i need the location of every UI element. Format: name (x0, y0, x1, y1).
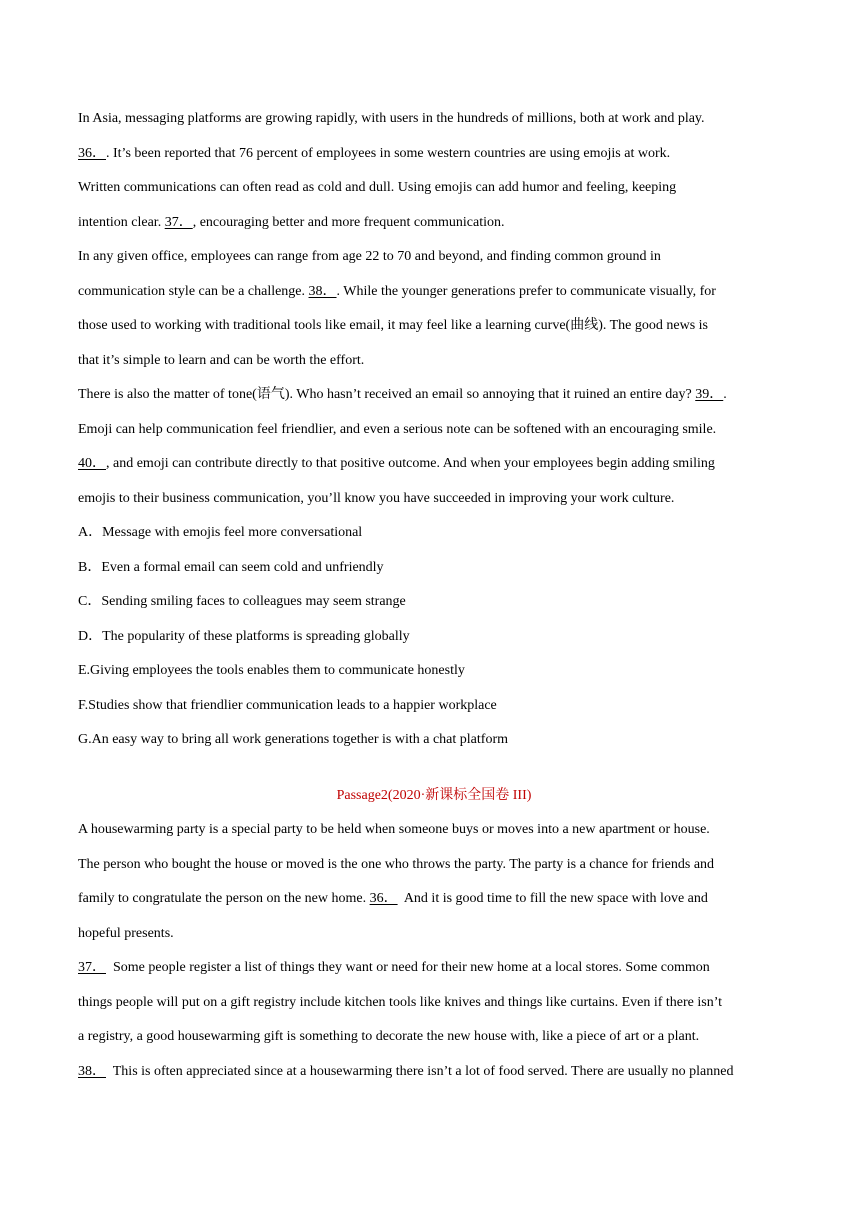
blank-36: 36． (78, 145, 106, 161)
passage2-line-4 (78, 917, 790, 952)
passage2-line-2 (78, 848, 790, 883)
line-text: This is often appreciated since at a housewarming there isn’t a lot of food served. There are usually no planned (106, 1063, 734, 1079)
passage1-line-9 (78, 378, 790, 413)
blank-40: 40． (78, 456, 106, 471)
option-c: C．Sending smiling faces to colleagues may seem strange (78, 594, 406, 609)
line-text: communication style can be a challenge. (78, 283, 309, 299)
line-text: . It’s been reported that 76 percent of employees in some western countries are using emojis at work. (106, 145, 671, 161)
line-text: In any given office, employees can range from age 22 to 70 and beyond, and finding common ground in (78, 249, 661, 264)
passage1-line-10 (78, 413, 790, 448)
blank-39: 39． (695, 387, 724, 402)
line-text: Emoji can help communication feel friendlier, and even a serious note can be softened with an encouraging smile. (78, 421, 717, 437)
passage1-line-4 (78, 206, 790, 241)
line-text: things people will put on a gift registry include kitchen tools like knives and things like curtains. Even if there isn’t (78, 994, 723, 1010)
passage1-line-12 (78, 482, 790, 517)
passage1-line-8 (78, 344, 790, 379)
option-a: A．Message with emojis feel more conversational (78, 525, 363, 540)
passage1-line-11 (78, 447, 790, 482)
line-text: that it’s simple to learn and can be worth the effort. (78, 352, 365, 368)
line-text: There is also the matter of tone(语气). Who hasn’t received an email so annoying that it ruined an entire day? (78, 387, 696, 402)
option-b: B．Even a formal email can seem cold and unfriendly (78, 559, 384, 575)
line-text: . (723, 387, 727, 402)
passage2-line-7 (78, 1020, 790, 1055)
option-e: E.Giving employees the tools enables them to communicate honestly (78, 663, 465, 678)
line-text: hopeful presents. (78, 925, 174, 941)
option-g: G.An easy way to bring all work generations together is with a chat platform (78, 732, 508, 747)
passage1-line-1 (78, 102, 790, 137)
line-text: , encouraging better and more frequent communication. (192, 214, 505, 230)
options-list (78, 516, 790, 758)
document-page (78, 102, 790, 1089)
line-text: those used to working with traditional tools like email, it may feel like a learning curve(曲线). The good news is (78, 318, 708, 333)
passage2-line-3 (78, 882, 790, 917)
line-text: And it is good time to fill the new space with love and (397, 891, 708, 906)
passage1-line-3 (78, 171, 790, 206)
line-text: Some people register a list of things they want or need for their new home at a local stores. Some common (106, 960, 710, 975)
line-text: Written communications can often read as cold and dull. Using emojis can add humor and feeling, keeping (78, 180, 677, 195)
line-text: . While the younger generations prefer to communicate visually, for (336, 283, 716, 299)
passage1-line-5 (78, 240, 790, 275)
blank-36: 36． (369, 891, 398, 906)
line-text: intention clear. (78, 214, 165, 230)
passage2-line-8 (78, 1055, 790, 1090)
line-text: The person who bought the house or moved is the one who throws the party. The party is a chance for friends and (78, 856, 715, 872)
line-text: family to congratulate the person on the new home. (78, 891, 370, 906)
line-text: In Asia, messaging platforms are growing rapidly, with users in the hundreds of millions, both at work and play. (78, 111, 705, 126)
passage-2 (78, 779, 790, 1090)
option-d: D．The popularity of these platforms is spreading globally (78, 628, 410, 644)
line-text: a registry, a good housewarming gift is something to decorate the new house with, like a piece of art or a plant. (78, 1029, 700, 1044)
blank-37: 37． (78, 960, 106, 975)
line-text: emojis to their business communication, you’ll know you have succeeded in improving your work culture. (78, 490, 675, 506)
passage2-heading: Passage2(2020·新课标全国卷 III) (336, 787, 532, 803)
blank-37: 37． (164, 214, 193, 230)
option-f: F.Studies show that friendlier communication leads to a happier workplace (78, 697, 497, 713)
passage2-line-1 (78, 813, 790, 848)
passage-1 (78, 102, 790, 758)
passage1-line-7 (78, 309, 790, 344)
blank-38: 38． (308, 283, 337, 299)
passage2-line-6 (78, 986, 790, 1021)
blank-38: 38． (78, 1063, 106, 1079)
line-text: A housewarming party is a special party to be held when someone buys or moves into a new apartment or house. (78, 822, 710, 837)
passage1-line-2 (78, 137, 790, 172)
line-text: , and emoji can contribute directly to that positive outcome. And when your employees begin adding smiling (106, 456, 715, 471)
passage1-line-6 (78, 275, 790, 310)
passage2-line-5 (78, 951, 790, 986)
